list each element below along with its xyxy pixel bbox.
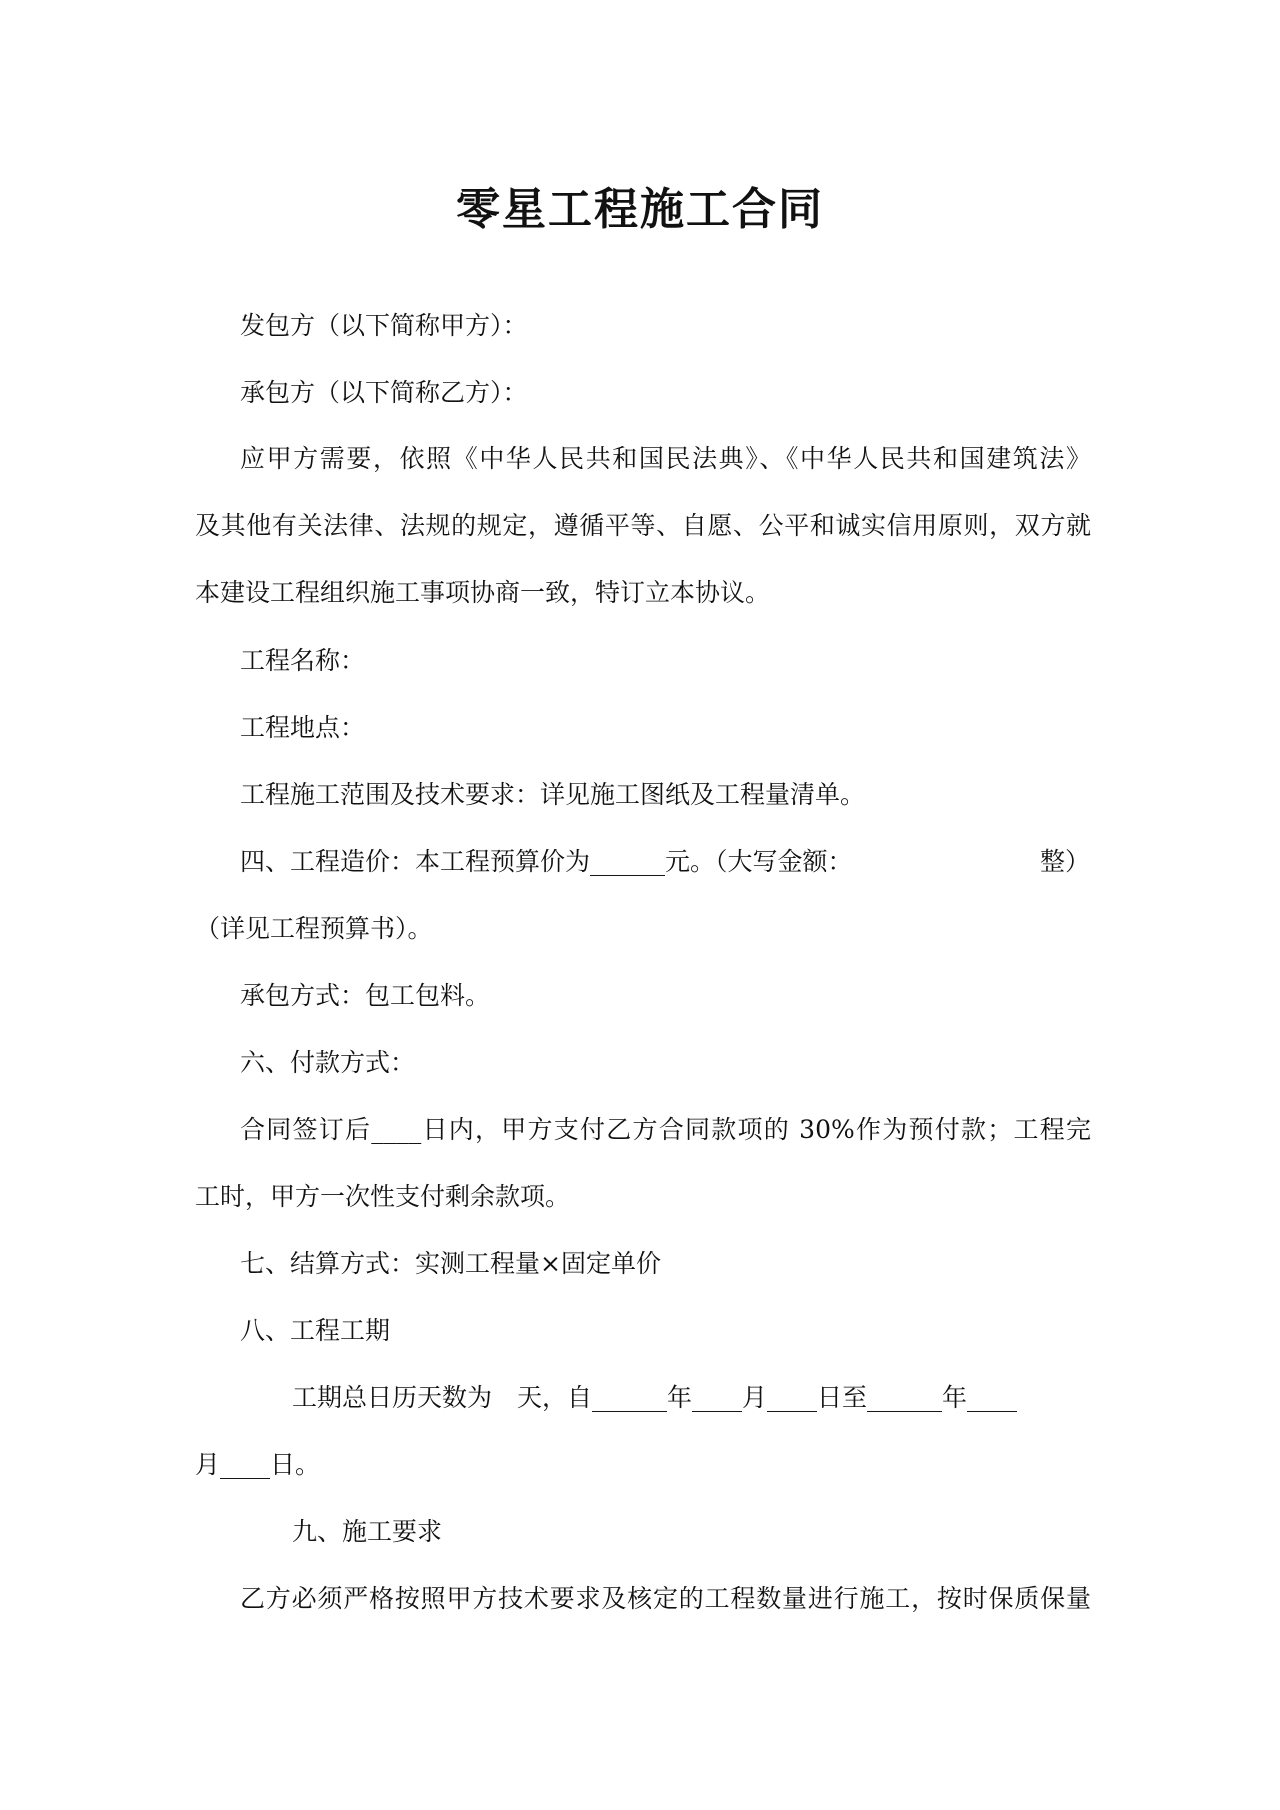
schedule-heading: 八、工程工期 [240,1316,391,1345]
preamble-line-2: 及其他有关法律、法规的规定，遵循平等、自愿、公平和诚实信用原则，双方就 [195,511,1091,540]
preamble-line-3: 本建设工程组织施工事项协商一致，特订立本协议。 [195,578,771,607]
scope-line: 工程施工范围及技术要求：详见施工图纸及工程量清单。 [240,780,866,809]
settlement-line: 七、结算方式：实测工程量×固定单价 [240,1249,661,1278]
requirements-heading: 九、施工要求 [292,1517,443,1546]
contract-type-line: 承包方式：包工包料。 [240,981,491,1010]
project-name-line: 工程名称： [240,646,366,675]
payment-heading: 六、付款方式： [240,1048,416,1077]
document-title: 零星工程施工合同 [456,184,824,235]
schedule-line-2: 月____日。 [195,1450,321,1479]
project-location-line: 工程地点： [240,713,366,742]
preamble-line-1: 应甲方需要，依照《中华人民共和国民法典》、《中华人民共和国建筑法》 [240,444,1091,473]
payment-line-2: 工时，甲方一次性支付剩余款项。 [195,1182,571,1211]
payment-line-1: 合同签订后____日内，甲方支付乙方合同款项的 30%作为预付款；工程完 [240,1115,1091,1144]
price-line-end: 整） [1040,847,1091,876]
price-line-2: （详见工程预算书）。 [195,914,433,943]
schedule-line-1: 工期总日历天数为 天，自______年____月____日至______年____ [292,1383,1018,1412]
party-a-line: 发包方（以下简称甲方）： [240,311,528,340]
party-b-line: 承包方（以下简称乙方）： [240,378,528,407]
requirements-line-1: 乙方必须严格按照甲方技术要求及核定的工程数量进行施工，按时保质保量 [240,1584,1091,1613]
price-line: 四、工程造价：本工程预算价为______元。（大写金额： [240,847,853,876]
